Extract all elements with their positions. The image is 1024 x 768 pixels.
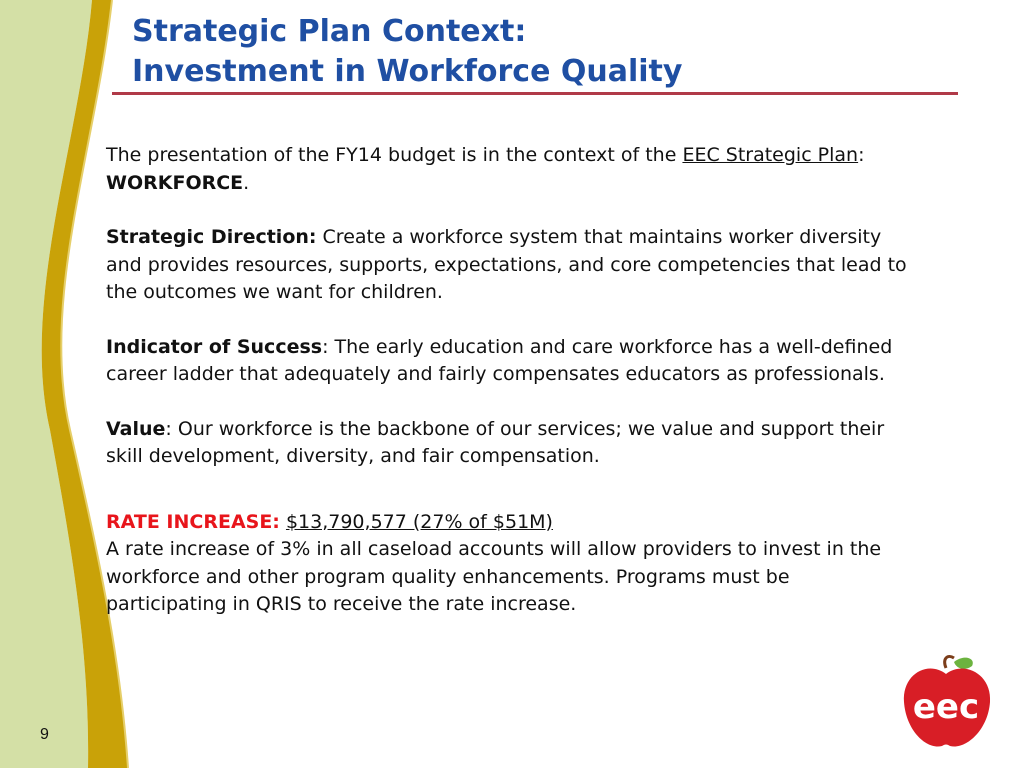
rate-increase-amount: $13,790,577 (27% of $51M) [285,510,553,533]
rate-increase-text: A rate increase of 3% in all caseload accounts will allow providers to invest in the workforce and other program quality enhancements. Programs must be participating in QRIS to receive the rate increase. [106,538,882,615]
intro-period: . [243,171,250,194]
title-line-2: Investment in Workforce Quality [132,54,683,89]
eec-strategic-plan-link[interactable]: EEC Strategic Plan [682,144,859,166]
intro-paragraph [106,142,916,197]
value-label: Value [106,417,166,440]
intro-separator: : [858,144,865,166]
slide-title [132,12,682,92]
indicator-paragraph [106,334,916,389]
workforce-emphasis: WORKFORCE [106,171,244,194]
strategic-direction-paragraph [106,224,916,307]
apple-icon [904,656,990,746]
eec-logo [898,652,994,752]
slide-body [106,142,916,619]
indicator-text: : The early education and care workforce has a well-defined career ladder that adequately and fairly compensates educators as professionals. [106,335,893,385]
title-line-1: Strategic Plan Context: [132,14,527,49]
value-text: : Our workforce is the backbone of our services; we value and support their skill development, diversity, and fair compensation. [106,417,885,467]
intro-text: The presentation of the FY14 budget is in the context of the [106,144,683,166]
value-paragraph [106,416,916,471]
logo-text: eec [912,687,980,727]
rate-increase-heading [106,509,916,537]
strategic-direction-text: Create a workforce system that maintains worker diversity and provides resources, supports, expectations, and core competencies that lead to the outcomes we want for children. [106,226,907,303]
rate-increase-label: RATE INCREASE: [106,510,280,533]
strategic-direction-label: Strategic Direction: [106,226,317,248]
slide-number: 9 [40,726,49,743]
title-underline [112,92,958,95]
indicator-label: Indicator of Success [106,335,323,358]
